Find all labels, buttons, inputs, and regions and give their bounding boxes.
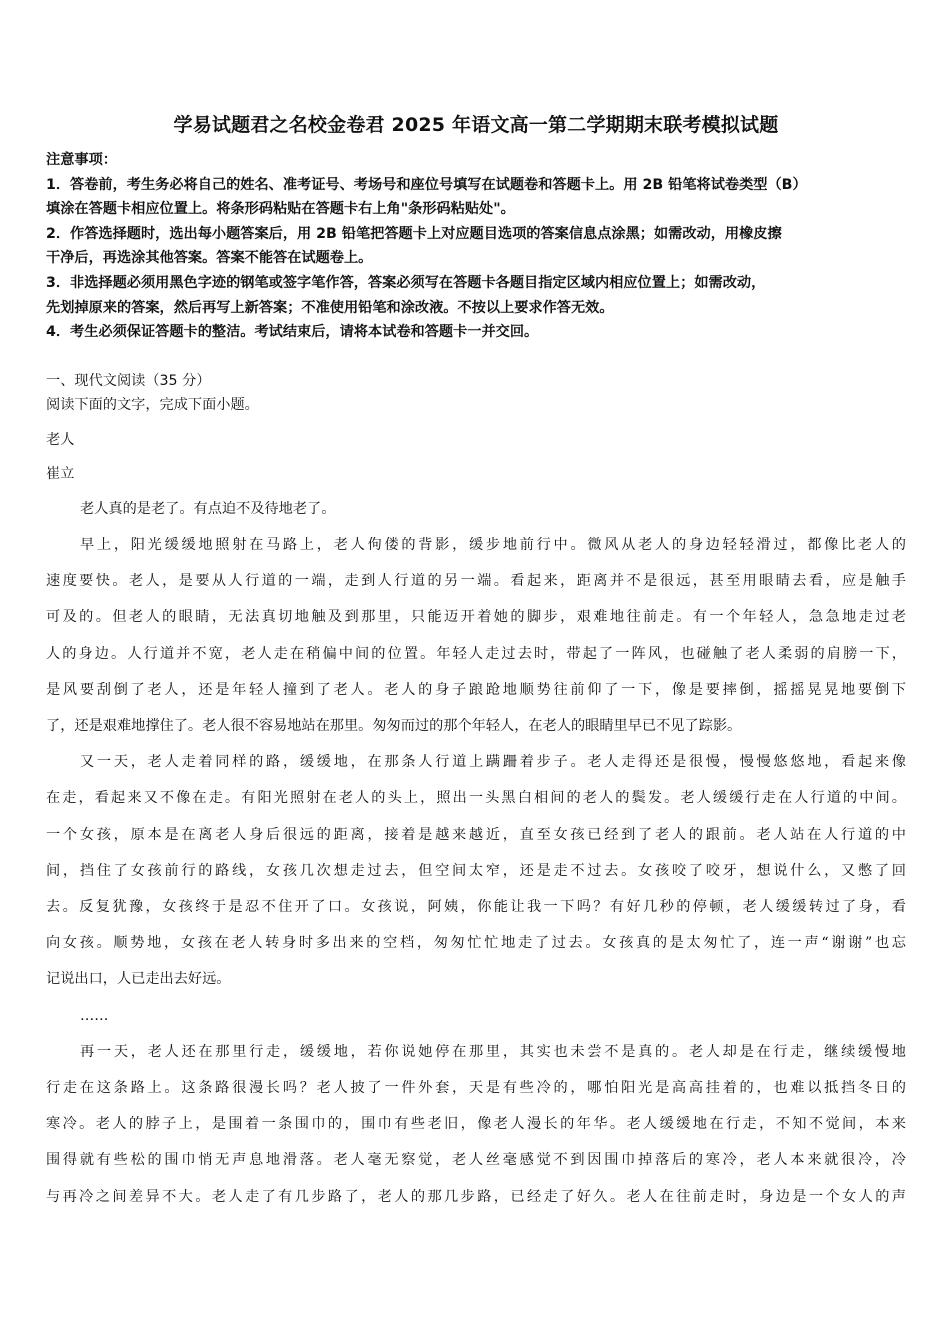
paragraph-line: 是风要刮倒了老人，还是年轻人撞到了老人。老人的身子踉跄地顺势往前仰了一下，像是要摔倒，摇摇晃晃地要倒下 <box>46 681 906 698</box>
notice-line: 1．答卷前，考生务必将自己的姓名、准考证号、考场号和座位号填写在试题卷和答题卡上。用 2B 铅笔将试卷类型（B） <box>46 176 807 193</box>
paragraph-line: 又一天，老人走着同样的路，缓缓地，在那条人行道上蹒跚着步子。老人走得还是很慢，慢慢悠悠地，看起来像 <box>80 754 906 771</box>
paragraph-line: 向女孩。顺势地，女孩在老人转身时多出来的空档，匆匆忙忙地走了过去。女孩真的是太匆忙了，连一声“谢谢”也忘 <box>46 935 906 952</box>
paragraph-line: 可及的。但老人的眼睛，无法真切地触及到那里，只能迈开着她的脚步，艰难地往前走。有一个年轻人，急急地走过老 <box>46 609 906 626</box>
notice-line: 先划掉原来的答案，然后再写上新答案；不准使用铅笔和涂改液。不按以上要求作答无效。 <box>46 299 614 316</box>
notice-heading: 注意事项： <box>46 152 117 168</box>
paragraph-line: 老人真的是老了。有点迫不及待地老了。 <box>80 500 336 517</box>
paragraph <box>46 527 906 744</box>
paragraph <box>46 1034 906 1215</box>
paragraph <box>46 744 906 997</box>
paragraph-line: 与再冷之间差异不大。老人走了有几步路了，老人的那几步路，已经走了好久。老人在往前走时，身边是一个女人的声 <box>46 1188 906 1205</box>
paragraph-line: 早上，阳光缓缓地照射在马路上，老人佝偻的背影，缓步地前行中。微风从老人的身边轻轻滑过，都像比老人的 <box>80 536 906 553</box>
exam-title: 学易试题君之名校金卷君 2025 年语文高一第二学期期末联考模拟试题 <box>173 114 779 136</box>
notice-line: 2．作答选择题时，选出每小题答案后，用 2B 铅笔把答题卡上对应题目选项的答案信息点涂黑；如需改动，用橡皮擦 <box>46 225 782 242</box>
notice-block <box>46 148 906 345</box>
paragraph-line: 人的身边。人行道并不宽，老人走在稍偏中间的位置。年轻人走过去时，带起了一阵风，也碰触了老人柔弱的肩膀一下， <box>46 645 906 662</box>
section-heading: 一、现代文阅读（35 分） <box>46 372 211 389</box>
reading-instruction: 阅读下面的文字，完成下面小题。 <box>46 396 259 413</box>
notice-line: 干净后，再选涂其他答案。答案不能答在试题卷上。 <box>46 250 373 267</box>
paragraph-line: 了，还是艰难地撑住了。老人很不容易地站在那里。匆匆而过的那个年轻人，在老人的眼睛里早已不见了踪影。 <box>46 717 742 734</box>
article-author: 崔立 <box>46 465 75 482</box>
paragraph-line: 记说出口，人已走出去好远。 <box>46 971 231 988</box>
paragraph-line: 再一天，老人还在那里行走，缓缓地，若你说她停在那里，其实也未尝不是真的。老人却是在行走，继续缓慢地 <box>80 1043 906 1060</box>
notice-line: 填涂在答题卡相应位置上。将条形码粘贴在答题卡右上角"条形码粘贴处"。 <box>46 201 515 218</box>
paragraph-line: 在走，看起来又不像在走。有阳光照射在老人的头上，照出一头黑白相间的老人的鬓发。老人缓缓行走在人行道的中间。 <box>46 790 906 807</box>
paragraph-line: 一个女孩，原本是在离老人身后很远的距离，接着是越来越近，直至女孩已经到了老人的跟前。老人站在人行道的中 <box>46 826 906 843</box>
paragraph-line: 寒冷。老人的脖子上，是围着一条围巾的，围巾有些老旧，像老人漫长的年华。老人缓缓地在行走，不知不觉间，本来 <box>46 1116 906 1133</box>
paragraph <box>46 491 906 527</box>
paragraph-line: 围得就有些松的围巾悄无声息地滑落。老人毫无察觉，老人丝毫感觉不到因围巾掉落后的寒冷，老人本来就很冷，冷 <box>46 1152 906 1169</box>
paragraph-line: 行走在这条路上。这条路很漫长吗？老人披了一件外套，天是有些冷的，哪怕阳光是高高挂着的，也难以抵挡冬日的 <box>46 1080 906 1096</box>
paragraph-line: 速度要快。老人，是要从人行道的一端，走到人行道的另一端。看起来，距离并不是很远，甚至用眼睛去看，应是触手 <box>46 573 906 590</box>
paragraph <box>46 998 906 1034</box>
ellipsis-line: …… <box>80 1007 109 1024</box>
paragraph-line: 间，挡住了女孩前行的路线，女孩几次想走过去，但空间太窄，还是走不过去。女孩咬了咬牙，想说什么，又憋了回 <box>46 862 906 879</box>
notice-line: 3．非选择题必须用黑色字迹的钢笔或签字笔作答，答案必须写在答题卡各题目指定区域内相应位置上；如需改动， <box>46 274 766 291</box>
paragraph-line: 去。反复犹豫，女孩终于是忍不住开了口。女孩说，阿姨，你能让我一下吗？有好几秒的停顿，老人缓缓转过了身，看 <box>46 898 906 915</box>
article-title: 老人 <box>46 431 75 448</box>
notice-line: 4．考生必须保证答题卡的整洁。考试结束后，请将本试卷和答题卡一并交回。 <box>46 324 539 341</box>
article-body <box>46 491 906 1215</box>
